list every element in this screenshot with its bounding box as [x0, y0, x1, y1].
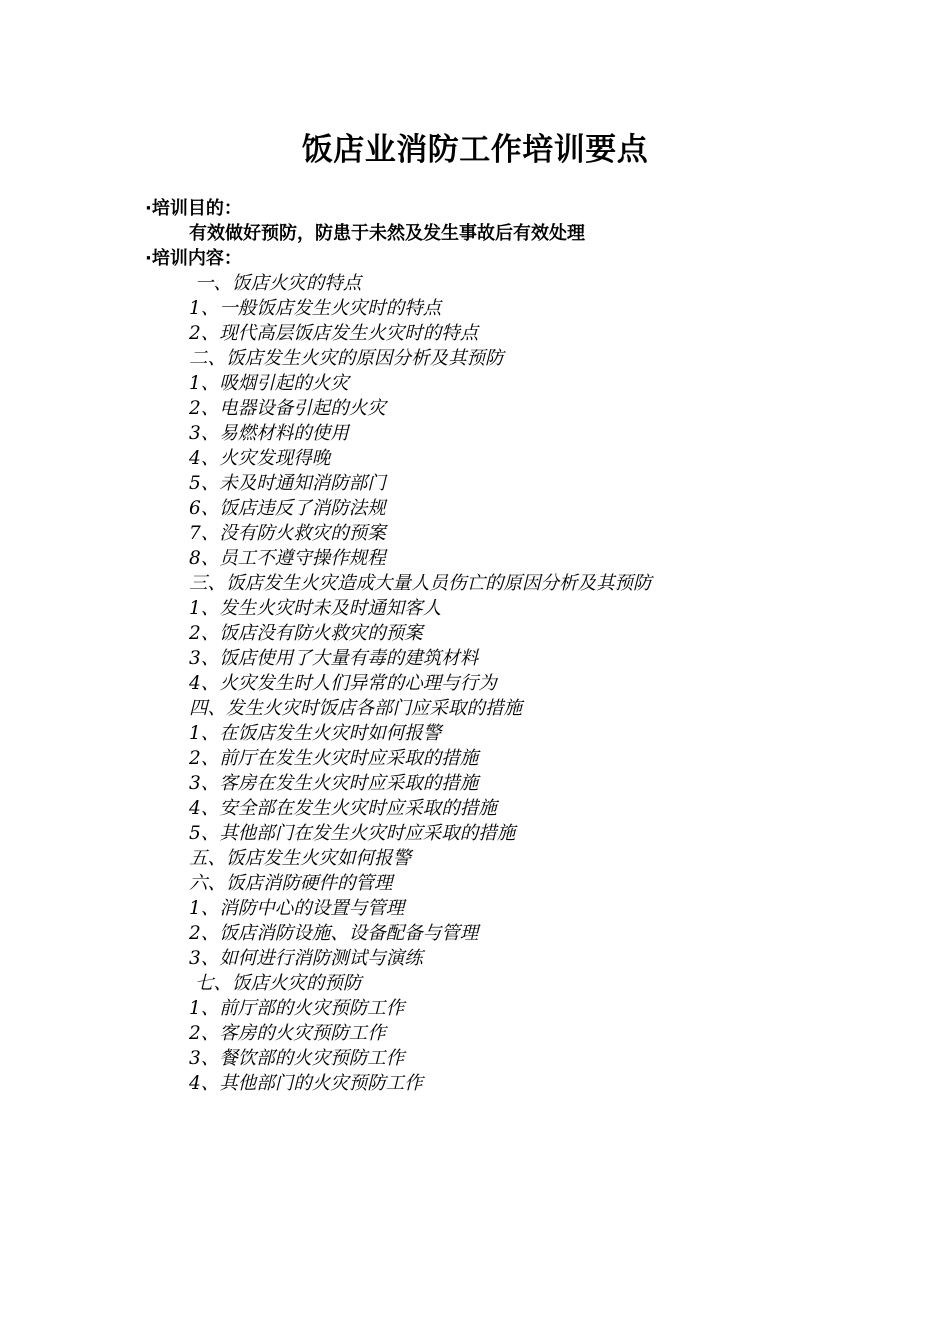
- section-heading: 五、饭店发生火灾如何报警: [189, 848, 412, 869]
- section-item: 2、饭店消防设施、设备配备与管理: [189, 923, 479, 944]
- section-item: 7、没有防火救灾的预案: [189, 523, 386, 544]
- document-body: [0, 196, 950, 1096]
- section-item: 2、前厅在发生火灾时应采取的措施: [189, 748, 479, 769]
- training-outline: [0, 271, 950, 1096]
- section-item: 2、客房的火灾预防工作: [189, 1023, 386, 1044]
- section-item: 4、火灾发现得晚: [189, 448, 331, 469]
- section-item: 3、饭店使用了大量有毒的建筑材料: [189, 648, 479, 669]
- section-item: 1、发生火灾时未及时通知客人: [189, 598, 442, 619]
- purpose-label: ·培训目的：: [145, 198, 242, 219]
- content-label: ·培训内容：: [145, 248, 242, 269]
- section-item: 1、消防中心的设置与管理: [189, 898, 405, 919]
- section-item: 4、安全部在发生火灾时应采取的措施: [189, 798, 497, 819]
- section-item: 2、现代高层饭店发生火灾时的特点: [189, 323, 479, 344]
- section-item: 4、其他部门的火灾预防工作: [189, 1073, 423, 1094]
- section-item: 2、饭店没有防火救灾的预案: [189, 623, 423, 644]
- section-heading: 六、饭店消防硬件的管理: [189, 873, 393, 894]
- section-item: 1、一般饭店发生火灾时的特点: [189, 298, 442, 319]
- section-item: 2、电器设备引起的火灾: [189, 398, 386, 419]
- section-item: 3、如何进行消防测试与演练: [189, 948, 423, 969]
- section-item: 1、吸烟引起的火灾: [189, 373, 349, 394]
- section-item: 5、其他部门在发生火灾时应采取的措施: [189, 823, 516, 844]
- section-heading: 四、发生火灾时饭店各部门应采取的措施: [189, 698, 523, 719]
- section-item: 4、火灾发生时人们异常的心理与行为: [189, 673, 497, 694]
- section-heading: 七、饭店火灾的预防: [189, 973, 362, 994]
- section-item: 3、易燃材料的使用: [189, 423, 349, 444]
- section-item: 8、员工不遵守操作规程: [189, 548, 386, 569]
- section-item: 6、饭店违反了消防法规: [189, 498, 386, 519]
- section-item: 5、未及时通知消防部门: [189, 473, 386, 494]
- section-heading: 一、饭店火灾的特点: [189, 273, 362, 294]
- purpose-text: 有效做好预防，防患于未然及发生事故后有效处理: [189, 223, 585, 244]
- section-item: 1、在饭店发生火灾时如何报警: [189, 723, 442, 744]
- document-title: 饭店业消防工作培训要点: [301, 132, 649, 168]
- section-heading: 二、饭店发生火灾的原因分析及其预防: [189, 348, 504, 369]
- section-heading: 三、饭店发生火灾造成大量人员伤亡的原因分析及其预防: [189, 573, 652, 594]
- section-item: 3、餐饮部的火灾预防工作: [189, 1048, 405, 1069]
- section-item: 3、客房在发生火灾时应采取的措施: [189, 773, 479, 794]
- section-item: 1、前厅部的火灾预防工作: [189, 998, 405, 1019]
